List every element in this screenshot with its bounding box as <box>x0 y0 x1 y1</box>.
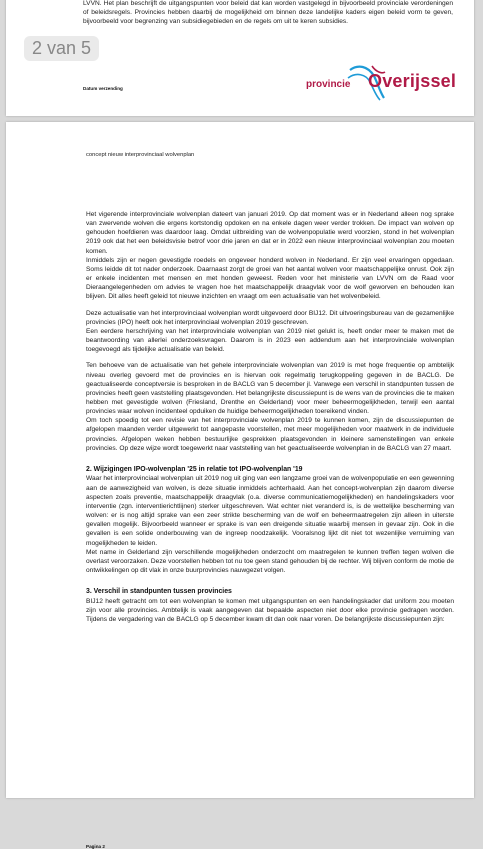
current-page <box>6 122 474 849</box>
section-heading: 2. Wijzigingen IPO-wolvenplan '25 in relatie tot IPO-wolvenplan '19 <box>86 465 303 473</box>
page-indicator: 2 van 5 <box>24 36 99 61</box>
paragraph: Inmiddels zijn er negen gevestigde roedels en ongeveer honderd wolven in Nederland. Er zijn veel ervaringen opgedaan. Soms leidde dit tot nader onderzoek. Daarnaast zorgt de groei van het aantal wolven voor maatschappelijke onrust. Ook zijn er enkele incidenten met mensen en met honden geweest. Reden voor het ministerie van LVVN om de Raad voor Dieraangelegenheden om advies te vragen hoe het maatschappelijk draagvlak voor de wolf geworven en behouden kan blijven. Dit alles heeft geleid tot nieuwe inzichten en vraagt om een actualisatie van het wolvenbeleid. <box>86 256 454 301</box>
date-sent-label: Datum verzending <box>83 86 123 91</box>
section-heading: 3. Verschil in standpunten tussen provincies <box>86 588 232 596</box>
paragraph: Om toch spoedig tot een revisie van het interprovinciale wolvenplan 2019 te kunnen komen, zijn de discussiepunten de afgelopen maanden verder uitgewerkt tot aangepaste voorstellen, met meer mogelijkheden voor maatwerk in de individuele provincies. Afgelopen weken hebben bestuurlijke gesprekken plaatsgevonden in kleinere samenstellingen van enkele provincies. Op deze wijze wordt toegewerkt naar vaststelling van het geactualiseerde wolvenplan in de BACLG van 27 maart. <box>86 417 454 452</box>
page1-paragraph: LVVN. Het plan beschrijft de uitgangspunten voor beleid dat kan worden vastgelegd in bijvoorbeeld provinciale verordeningen of beleidsregels. Provincies hebben daarbij de mogelijkheid om binnen deze landelijke kaders eigen beleid vorm te geven, bijvoorbeeld voor begrenzing van subsidiegebieden en de regels om uit te keren subsidies. <box>83 0 453 25</box>
provincie-overijssel-logo <box>306 62 466 102</box>
logo-provincie-text: provincie <box>306 79 351 90</box>
paragraph: Waar het interprovinciaal wolvenplan uit 2019 nog uit ging van een langzame groei van de wolvenpopulatie en een gewenning aan de aanwezigheid van wolven, is deze situatie inmiddels achterhaald. Aan het concept-wolvenplan zijn daarom diverse aspecten zoals preventie, maatschappelijk draagvlak (o.a. diverse communicatiemogelijkheden) en handelingskaders voor interventie (zgn. interventierichtlijnen) sterker uitgeschreven. Wat echter niet veranderd is, is de wettelijke bescherming van wolven: er is nog altijd sprake van een zeer strikte bescherming van de wolf en beheermaatregelen zijn alleen in uiterste gevallen mogelijk. Bijvoorbeeld wanneer er sprake is van een dreigende situatie waarbij mensen in gevaar zijn. Ook in die gevallen is een solide onderbouwing van de ingreep noodzakelijk. Vooralsnog lijkt dit niet tot wezenlijke verruiming van mogelijkheden te leiden. <box>86 475 454 547</box>
paragraph: Ten behoeve van de actualisatie van het gehele interprovinciale wolvenplan van 2019 is met hoge frequentie op ambtelijk niveau overleg gevoerd met de provincies en is hiervan ook regelmatig terugkoppeling gegeven in de BACLG. De geactualiseerde conceptversie is besproken in de BACLG van 5 december jl. Vanwege een verschil in standpunten tussen de provincies heeft geen vaststelling plaatsgevonden. Het belangrijkste discussiepunt is de wens van de provincies die te maken hebben met gevestigde wolven (Friesland, Drenthe en Gelderland) voor meer beheermogelijkheden, terwijl een aantal provincies waar wolven incidenteel opduiken de huidige beheermogelijkheden toereikend vinden. <box>86 362 454 416</box>
paragraph: Een eerdere herschrijving van het interprovinciale wolvenplan van 2019 niet gelukt is, heeft onder meer te maken met de beantwoording van allerlei onderzoeksvragen. Daarom is in 2023 een addendum aan het interprovinciale wolvenplan toegevoegd als tijdelijke actualisatie van beleid. <box>86 327 454 354</box>
paragraph: Met name in Gelderland zijn verschillende mogelijkheden onderzocht om maatregelen te kunnen treffen tegen wolven die overlast veroorzaken. Deze voorstellen hebben tot nu toe geen stand gehouden bij de rechter. Wij blijven conform de motie de ontwikkelingen op dit vlak in onze buurprovincies nauwgezet volgen. <box>86 548 454 574</box>
page1-text <box>83 0 453 27</box>
document-body <box>86 210 454 631</box>
paragraph: Het vigerende interprovinciale wolvenplan dateert van januari 2019. Op dat moment was er in Nederland alleen nog sprake van zwervende wolven die ergens kortstondig opdoken en na enkele dagen weer verder trokken. De impact van wolven op gehouden hoefdieren was daardoor laag. Omdat uitbreiding van de wolvenpopulatie werd voorzien, stond in het wolvenplan 2019 ook dat het een beleidsvisie betrof voor drie jaren en dat er in 2022 een nieuw interprovinciaal wolvenplan zou moeten komen. <box>86 211 454 255</box>
paragraph: BIJ12 heeft getracht om tot een wolvenplan te komen met uitgangspunten en een handelingskader dat uniform zou moeten zijn voor alle provincies. Ambtelijk is vaak aangegeven dat bepaalde aspecten niet door elke provincie gedragen worden. Tijdens de vergadering van de BACLG op 5 december kwam dit dan ook naar voren. De belangrijkste discussiepunten zijn: <box>86 597 454 623</box>
document-header: concept nieuw interprovinciaal wolvenplan <box>86 152 195 158</box>
page-number-footer: Pagina 2 <box>86 844 105 849</box>
logo-overijssel-text: Overijssel <box>368 71 457 91</box>
paragraph: Deze actualisatie van het interprovinciaal wolvenplan wordt uitgevoerd door BIJ12. Dit uitvoeringsbureau van de gezamenlijke provincies (IPO) heeft ook het interprovinciaal wolvenplan 2019 geschreven. <box>86 309 454 326</box>
